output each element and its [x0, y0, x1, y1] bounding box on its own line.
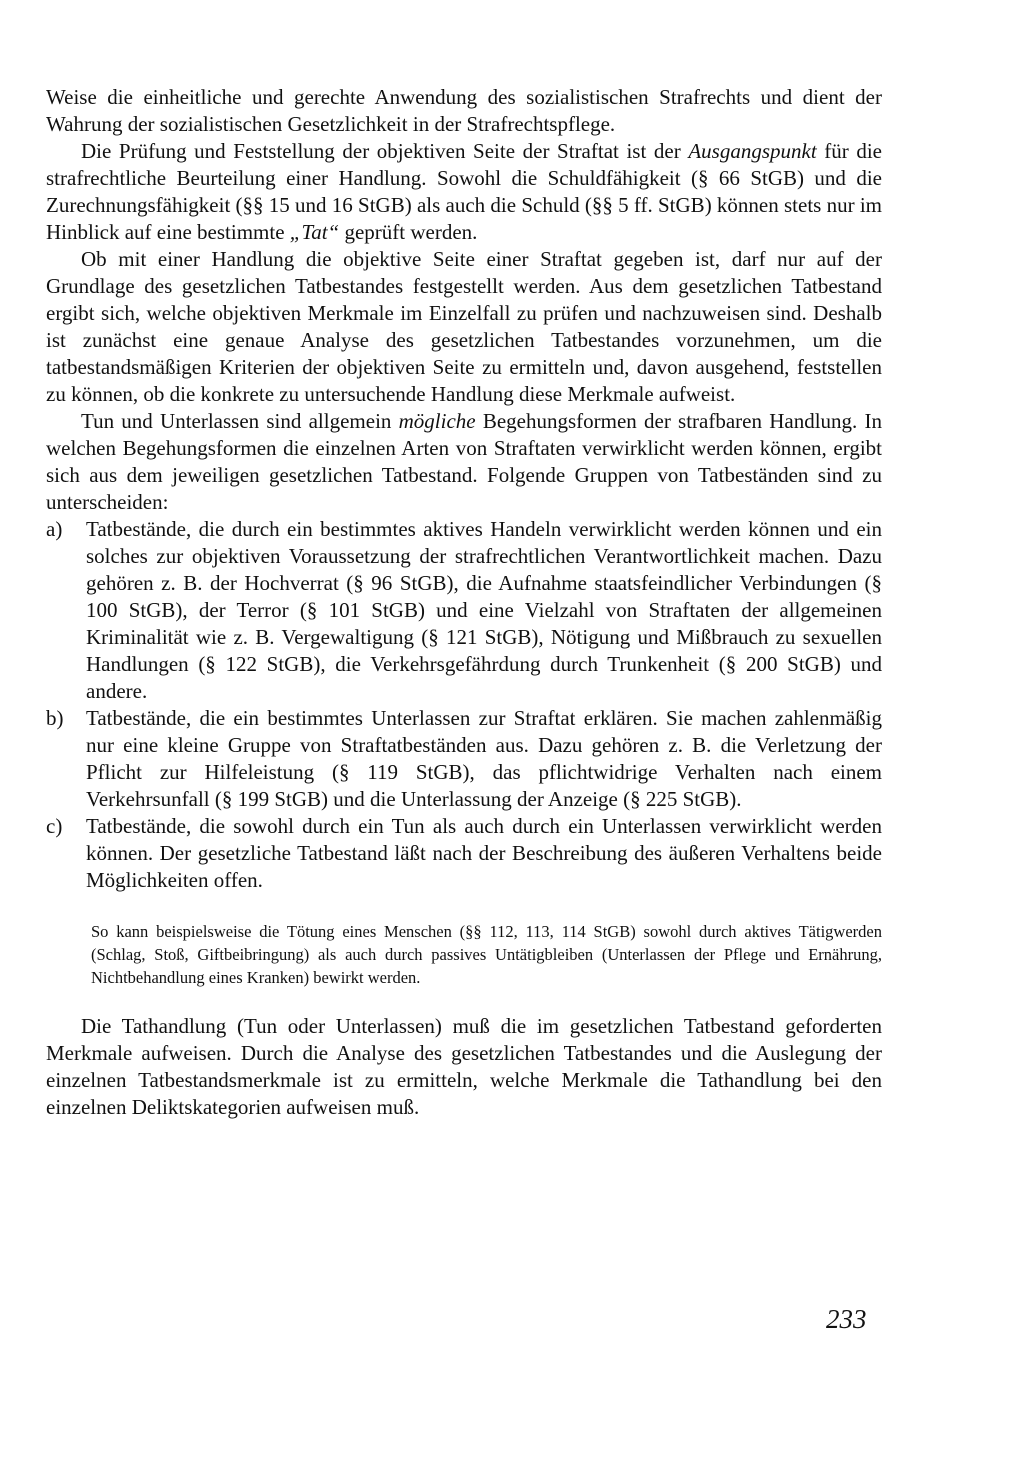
- emphasis-ausgangspunkt: Ausgangspunkt: [688, 139, 817, 163]
- paragraph-objektive-seite: [46, 138, 882, 246]
- paragraph-text: Die Prüfung und Feststellung der objektiven Seite der Straftat ist der: [81, 139, 689, 163]
- paragraph-text: geprüft werden.: [339, 220, 478, 244]
- paragraph-text: für die strafrechtliche Beurteilung einer Handlung. Sowohl die Schuldfähigkeit (§ 66 StGB) und die Zurechnungsfähigkeit (§§ 15 und 16 StGB) als auch die Schuld (§§ 5 ff. StGB) können stets nur im Hinblick auf eine bestimmte: [46, 139, 883, 244]
- emphasis-tat: „Tat“: [289, 220, 340, 244]
- list-item-text: Tatbestände, die ein bestimmtes Unterlassen zur Straftat erklären. Sie machen zahlenmäßig nur eine kleine Gruppe von Straftatbeständen aus. Dazu gehören z. B. die Verletzung der Pflicht zur Hilfeleistung (§ 119 StGB), das pflichtwidrige Verhalten nach einem Verkehrsunfall (§ 199 StGB) und die Unterlassung der Anzeige (§ 225 StGB).: [86, 706, 882, 811]
- paragraph-tathandlung: Die Tathandlung (Tun oder Unterlassen) muß die im gesetzlichen Tatbestand geforderten Merkmale aufweisen. Durch die Analyse des gesetzlichen Tatbestandes und die Auslegung der einzelnen Tatbestandsmerkmale ist zu ermitteln, welche Merkmale die Tathandlung bei den einzelnen Deliktskategorien aufweisen muß.: [46, 1014, 882, 1119]
- paragraph-text: Begehungsformen der strafbaren Handlung. In welchen Begehungsformen die einzelnen Arten von Straftaten verwirklicht werden können, ergibt sich aus dem jeweiligen gesetzlichen Tatbestand. Folgende Gruppen von Tatbeständen sind zu unterscheiden:: [46, 409, 882, 514]
- paragraph-begehungsformen: [46, 408, 882, 516]
- paragraph-tatbestand: [46, 246, 882, 408]
- example-note: So kann beispielsweise die Tötung eines Menschen (§§ 112, 113, 114 StGB) sowohl durch aktives Tätigwerden (Schlag, Stoß, Giftbeibringung) als auch durch passives Untätigbleiben (Unterlassen der Pflege und Ernährung, Nichtbehandlung eines Kranken) bewirkt werden.: [91, 922, 882, 987]
- list-marker: a): [46, 517, 63, 541]
- page-number: 233: [826, 1304, 867, 1334]
- paragraph-text: Ob mit einer Handlung die objektive Seite einer Straftat gegeben ist, darf nur auf der Grundlage des gesetzlichen Tatbestandes festgestellt werden. Aus dem gesetzlichen Tatbestand ergibt sich, welche objektiven Merkmale im Einzelfall zu prüfen und nachzuweisen sind. Deshalb ist zunächst eine genaue Analyse des gesetzlichen Tatbestandes vorzunehmen, um die tatbestandsmäßigen Kriterien der objektiven Seite zu ermitteln und, davon ausgehend, feststellen zu können, ob die konkrete zu untersuchende Handlung diese Merkmale aufweist.: [46, 247, 882, 406]
- list-item-text: Tatbestände, die durch ein bestimmtes aktives Handeln verwirklicht werden können und ein solches zur objektiven Voraussetzung der strafrechtlichen Verantwortlichkeit machen. Dazu gehören z. B. der Hochverrat (§ 96 StGB), die Aufnahme staatsfeindlicher Verbindungen (§ 100 StGB), der Terror (§ 101 StGB) und eine Vielzahl von Straftaten der allgemeinen Kriminalität wie z. B. Vergewaltigung (§ 121 StGB), Nötigung und Mißbrauch zu sexuellen Handlungen (§ 122 StGB), die Verkehrsgefährdung durch Trunkenheit (§ 200 StGB) und andere.: [86, 517, 882, 703]
- list-item-c: [46, 813, 882, 894]
- paragraph-text: Tun und Unterlassen sind allgemein: [81, 409, 399, 433]
- list-item-a: [46, 516, 882, 705]
- list-marker: b): [46, 706, 64, 730]
- list-marker: c): [46, 814, 63, 838]
- paragraph-text: Weise die einheitliche und gerechte Anwendung des sozialistischen Strafrechts und dient der Wahrung der sozialistischen Gesetzlichkeit in der Strafrechtspflege.: [46, 85, 882, 136]
- list-item-b: [46, 705, 882, 813]
- body-text: [46, 84, 882, 1121]
- emphasis-moegliche: mögliche: [398, 409, 476, 433]
- paragraph-continuation: [46, 84, 882, 138]
- list-item-text: Tatbestände, die sowohl durch ein Tun als auch durch ein Unterlassen verwirklicht werden können. Der gesetzliche Tatbestand läßt nach der Beschreibung des äußeren Verhaltens beide Möglichkeiten offen.: [86, 814, 882, 892]
